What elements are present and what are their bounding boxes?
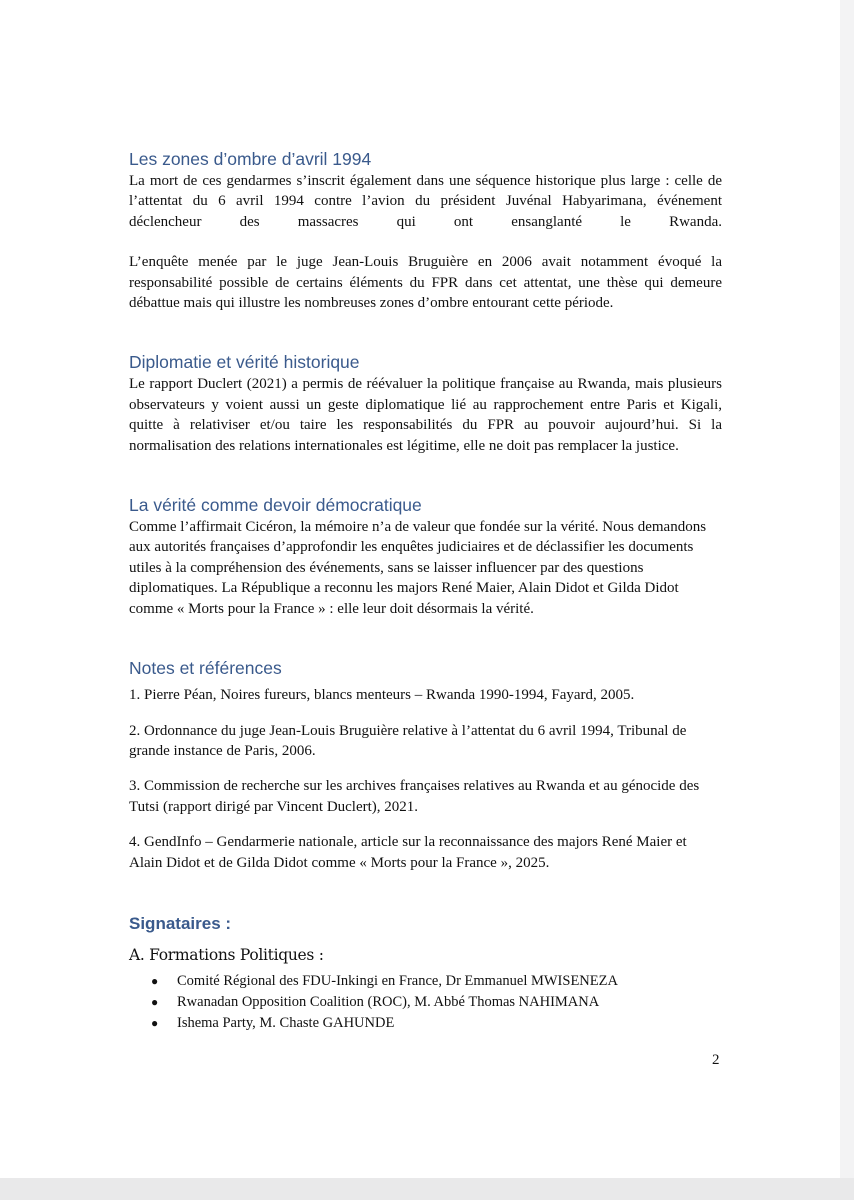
paragraph: Comme l’affirmait Cicéron, la mémoire n’a de valeur que fondée sur la vérité. Nous demandons aux autorités françaises d’approfondir les enquêtes judiciaires et de déclassifier les documents utiles à la compréhension des événements, sans se laisser influencer par des questions diplomatiques. La République a reconnu les majors René Maier, Alain Didot et Gilda Didot comme « Morts pour la France » : elle leur doit désormais la vérité.: [129, 519, 707, 617]
paragraph: L’enquête menée par le juge Jean-Louis Bruguière en 2006 avait notamment évoqué la responsabilité possible de certains éléments du FPR dans cet attentat, une thèse qui demeure débattue mais qui illustre les nombreuses zones d’ombre entourant cette période.: [129, 254, 722, 312]
document-body: [129, 148, 722, 1034]
page-number: 2: [712, 1052, 720, 1068]
section-signatories: [129, 913, 722, 1034]
note-item: 1. Pierre Péan, Noires fureurs, blancs menteurs – Rwanda 1990-1994, Fayard, 2005.: [129, 687, 635, 704]
section-heading: Les zones d’ombre d’avril 1994: [129, 149, 372, 169]
section-verite-devoir: [129, 494, 722, 619]
signatory-text: Rwanadan Opposition Coalition (ROC), M. Abbé Thomas NAHIMANA: [177, 993, 600, 1010]
note-item: 4. GendInfo – Gendarmerie nationale, article sur la reconnaissance des majors René Maier et Alain Didot et de Gilda Didot comme « Morts pour la France », 2025.: [129, 834, 687, 871]
section-heading: La vérité comme devoir démocratique: [129, 495, 422, 516]
signatory-item: [129, 992, 722, 1013]
signatories-heading: Signataires :: [129, 913, 232, 933]
bullet-icon: ●: [151, 973, 159, 988]
section-zones-ombre: [129, 148, 722, 313]
note-item: 3. Commission de recherche sur les archives françaises relatives au Rwanda et au génocide des Tutsi (rapport dirigé par Vincent Duclert), 2021.: [129, 778, 700, 815]
signatory-item: [129, 971, 722, 992]
note-item: 2. Ordonnance du juge Jean-Louis Bruguière relative à l’attentat du 6 avril 1994, Tribunal de grande instance de Paris, 2006.: [129, 722, 687, 759]
signatory-text: Ishema Party, M. Chaste GAHUNDE: [177, 1014, 395, 1031]
viewer-page-gap: [0, 1178, 854, 1200]
notes-heading: Notes et références: [129, 658, 282, 679]
signatories-group-label: A. Formations Politiques :: [129, 945, 324, 964]
signatory-text: Comité Régional des FDU-Inkingi en France, Dr Emmanuel MWISENEZA: [177, 972, 618, 989]
section-notes: [129, 657, 722, 873]
bullet-icon: ●: [151, 994, 159, 1009]
viewer-margin: [840, 0, 854, 1178]
signatories-list: [129, 971, 722, 1034]
section-heading: Diplomatie et vérité historique: [129, 352, 360, 373]
signatory-item: [129, 1013, 722, 1034]
paragraph: Le rapport Duclert (2021) a permis de réévaluer la politique française au Rwanda, mais plusieurs observateurs y voient aussi un geste diplomatique lié au rapprochement entre Paris et Kigali, quitte à relativiser et/ou taire les responsabilités du FPR au pouvoir aujourd’hui. Si la normalisation des relations internationales est légitime, elle ne doit pas remplacer la justice.: [129, 376, 722, 454]
paragraph: La mort de ces gendarmes s’inscrit également dans une séquence historique plus large : celle de l’attentat du 6 avril 1994 contre l’avion du président Juvénal Habyarimana, événement déclencheur des massacres qui ont ensanglanté le Rwanda.: [129, 173, 722, 230]
bullet-icon: ●: [151, 1015, 159, 1030]
section-diplomatie: [129, 351, 722, 456]
